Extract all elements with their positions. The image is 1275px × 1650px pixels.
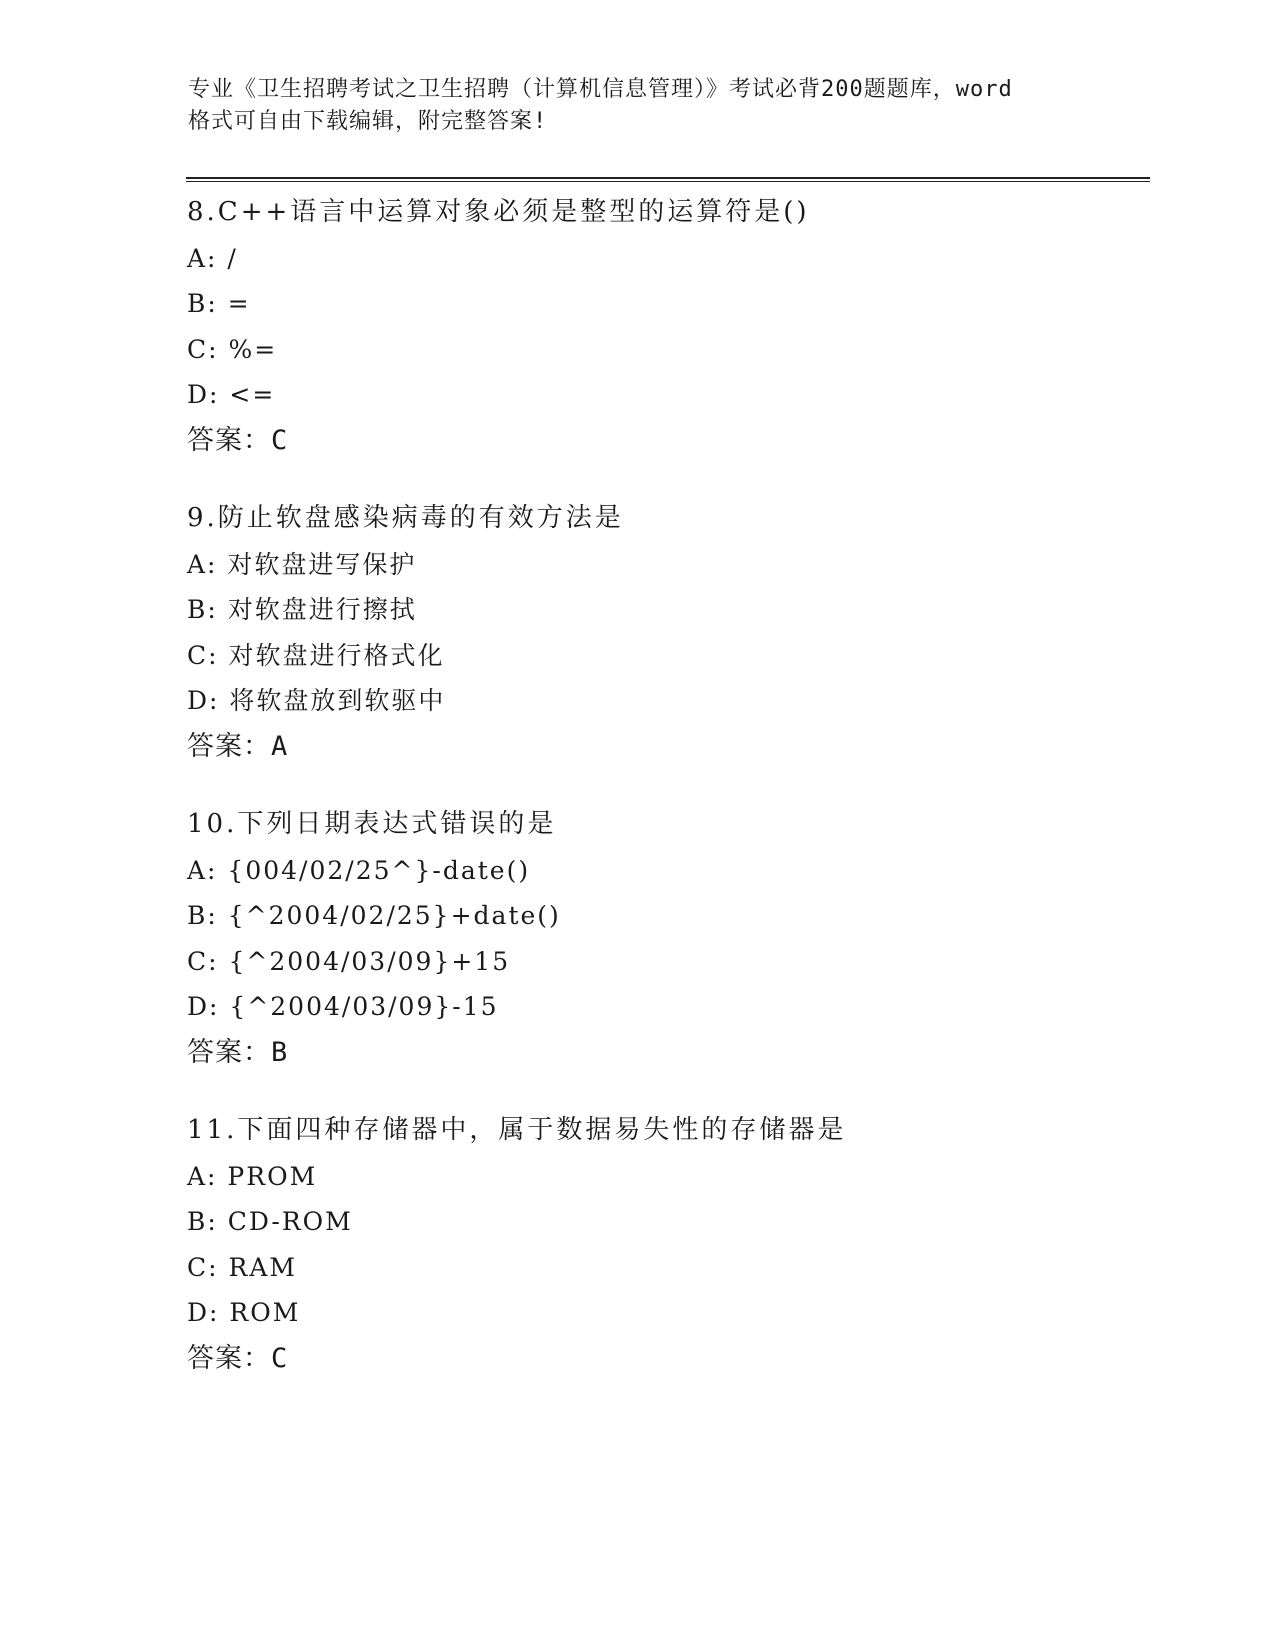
option-c: C: RAM: [187, 1252, 297, 1282]
header-line-2: 格式可自由下载编辑，附完整答案!: [188, 109, 548, 134]
option-c: C: %=: [187, 334, 278, 364]
document-header: [188, 74, 1088, 138]
option-b: B: CD-ROM: [187, 1207, 353, 1236]
answer: 答案：C: [187, 1342, 289, 1374]
option-a: A: /: [187, 243, 238, 273]
option-a: A: {004/02/25^}-date(): [187, 855, 531, 885]
question-stem: 11.下面四种存储器中，属于数据易失性的存储器是: [187, 1115, 847, 1145]
question-list: [187, 190, 1147, 1414]
question-stem: 8.C++语言中运算对象必须是整型的运算符是(): [187, 197, 810, 227]
question-11: [187, 1108, 1147, 1381]
option-c: C: 对软盘进行格式化: [187, 640, 445, 670]
question-10: [187, 802, 1147, 1075]
question-9: [187, 496, 1147, 769]
answer: 答案：A: [187, 730, 289, 762]
option-b: B: 对软盘进行擦拭: [187, 595, 417, 624]
option-d: D: {^2004/03/09}-15: [187, 992, 499, 1021]
answer: 答案：B: [187, 1036, 289, 1068]
question-stem: 10.下列日期表达式错误的是: [187, 809, 557, 839]
option-c: C: {^2004/03/09}+15: [187, 946, 511, 976]
answer: 答案：C: [187, 424, 289, 456]
header-line-1: 专业《卫生招聘考试之卫生招聘（计算机信息管理）》考试必背200题题库，word: [188, 77, 1013, 102]
option-d: D: ROM: [187, 1298, 301, 1327]
option-d: D: <=: [187, 380, 276, 409]
question-8: [187, 190, 1147, 463]
question-stem: 9.防止软盘感染病毒的有效方法是: [187, 503, 624, 533]
header-divider: [186, 177, 1150, 182]
option-a: A: PROM: [187, 1161, 318, 1191]
option-b: B: =: [187, 289, 251, 318]
option-d: D: 将软盘放到软驱中: [187, 686, 446, 715]
option-a: A: 对软盘进写保护: [187, 549, 417, 579]
option-b: B: {^2004/02/25}+date(): [187, 901, 561, 930]
